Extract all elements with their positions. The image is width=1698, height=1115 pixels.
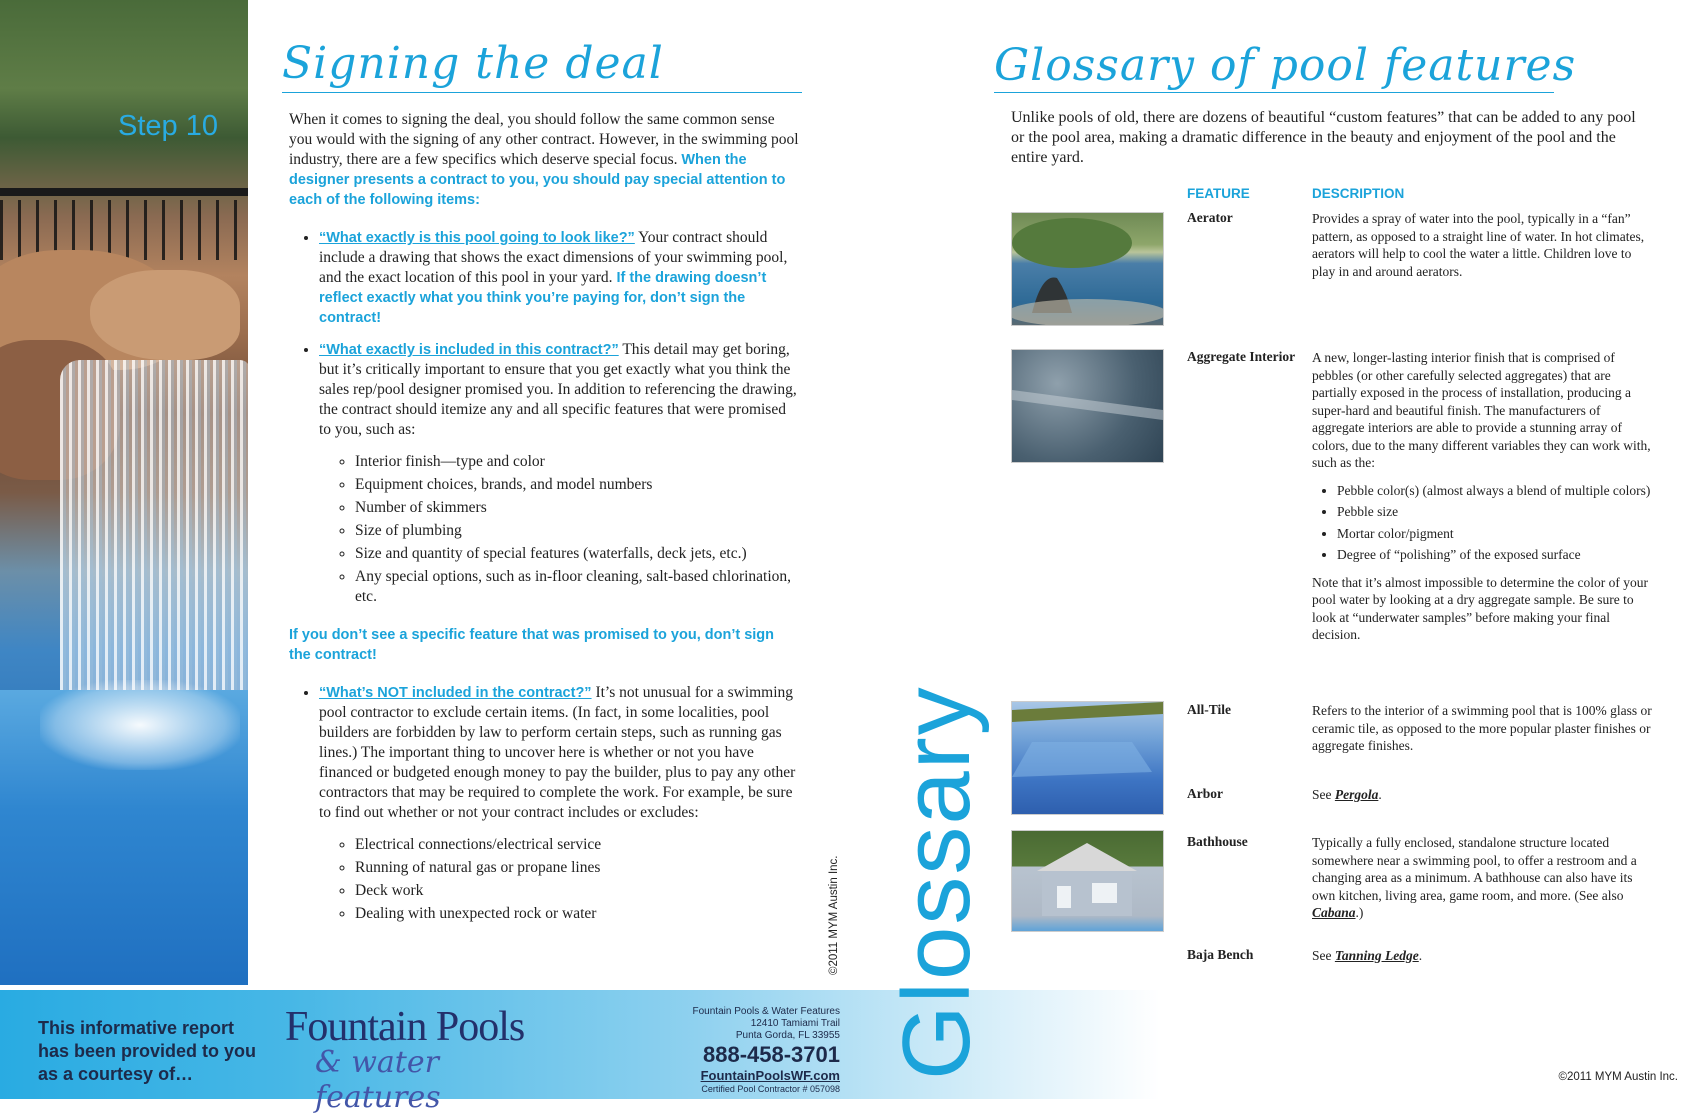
courtesy-text: This informative report has been provided to you as a courtesy of… xyxy=(38,1018,257,1084)
link-cabana[interactable]: Cabana xyxy=(1312,905,1356,920)
bullet-text: This detail may get boring, but it’s critically important to ensure that you get exactly what you think the sales rep/pool designer promised you. In addition to referencing the drawing, the contract should itemize any and all specific features that were promised to you, such as: xyxy=(319,341,797,438)
address-line2: Punta Gorda, FL 33955 xyxy=(735,1030,840,1041)
link-pergola[interactable]: Pergola xyxy=(1334,787,1379,802)
aggregate-interior-image xyxy=(1011,349,1164,463)
list-item: ◦ Equipment choices, brands, and model numbers xyxy=(355,475,799,495)
title-rule xyxy=(994,92,1554,93)
desc-arbor xyxy=(1312,786,1652,804)
aggregate-text: A new, longer-lasting interior finish that is comprised of pebbles (or other carefully selected aggregates) that are partially exposed in the process of installation, producing a super-hard and beautiful finish. The manufacturers of aggregate interiors are able to provide a stunning array of colors, due to the many different variables they can work with, such as the: xyxy=(1312,350,1651,470)
left-body xyxy=(289,110,799,936)
aggregate-note: Note that it’s almost impossible to determine the color of your pool water by looking at a dry aggregate sample. Be sure to look at “underwater samples” before making your final decision. xyxy=(1312,574,1648,642)
question-included: “What exactly is included in this contract?” xyxy=(319,342,619,358)
term-arbor: Arbor xyxy=(1187,786,1223,801)
logo-line2: & water features xyxy=(315,1045,441,1115)
bathhouse-text: Typically a fully enclosed, standalone structure located somewhere near a swimming pool, to offer a restroom and a changing area as a minimum. A bathhouse can also have its own kitchen, living area, game room, and more. (See also xyxy=(1312,835,1637,903)
bathhouse-image xyxy=(1011,830,1164,932)
warning-text: If you don’t see a specific feature that was promised to you, don’t sign the contract! xyxy=(289,627,775,663)
see-text: See xyxy=(1312,787,1335,802)
all-tile-image xyxy=(1011,701,1164,815)
company-name: Fountain Pools & Water Features xyxy=(692,1006,840,1017)
question-look: “What exactly is this pool going to look like?” xyxy=(319,230,635,246)
list-item: ◦ Deck work xyxy=(355,881,799,901)
company-logo xyxy=(285,1003,525,1115)
aggregate-photo-art xyxy=(1012,350,1163,462)
contract-questions xyxy=(289,228,799,607)
address-line1: 12410 Tamiami Trail xyxy=(750,1018,840,1029)
desc-bathhouse xyxy=(1312,834,1652,922)
logo-line1: Fountain Pools xyxy=(285,1004,525,1050)
license-number: Certified Pool Contractor # 057098 xyxy=(701,1084,840,1094)
term-aggregate-interior: Aggregate Interior xyxy=(1187,349,1296,364)
list-item: ◦ Number of skimmers xyxy=(355,498,799,518)
column-header-description: DESCRIPTION xyxy=(1312,186,1405,201)
list-item: • Pebble color(s) (almost always a blend of multiple colors) xyxy=(1337,482,1652,500)
term-aerator: Aerator xyxy=(1187,210,1233,225)
bullet-highlight: If the drawing doesn’t reflect exactly what you think you’re paying for, don’t sign the contract! xyxy=(319,270,767,326)
step-label: Step 10 xyxy=(118,110,218,142)
desc-aerator: Provides a spray of water into the pool, typically in a “fan” pattern, as opposed to a straight line of water. In hot climates, aerators will help to cool the water a little. Children love to play in and around aerators. xyxy=(1312,211,1645,279)
intro-text: When it comes to signing the deal, you should follow the same common sense you would with the signing of any other contract. However, in the swimming pool industry, there are a few specifics which deserve special focus. xyxy=(289,111,799,168)
term-baja-bench: Baja Bench xyxy=(1187,947,1254,962)
contact-block xyxy=(630,1006,840,1095)
title-rule xyxy=(282,92,802,93)
list-item xyxy=(319,340,799,607)
list-item: • Pebble size xyxy=(1337,503,1652,521)
term-all-tile: All-Tile xyxy=(1187,702,1232,717)
page-title-glossary: Glossary of pool features xyxy=(994,40,1577,91)
glossary-intro: Unlike pools of old, there are dozens of beautiful “custom features” that can be added to any pool or the pool area, making a dramatic difference in the beauty and enjoyment of the pool and the entire yard. xyxy=(1011,109,1636,166)
term-bathhouse: Bathhouse xyxy=(1187,834,1248,849)
list-item: ◦ Dealing with unexpected rock or water xyxy=(355,904,799,924)
bullet-text: It’s not unusual for a swimming pool contractor to exclude certain items. (In fact, in some localities, pool builders are forbidden by law to perform certain steps, such as running gas lines.) The important thing to uncover here is whether or not you have financed or budgeted enough money to pay the builder, plus to pay any other contractors that may be required to complete the work. For example, be sure to find out whether or not your contract includes or excludes: xyxy=(319,684,796,821)
fence-rail xyxy=(0,188,248,196)
phone-number: 888-458-3701 xyxy=(702,1042,840,1067)
features-list xyxy=(319,452,799,607)
desc-baja-bench xyxy=(1312,947,1652,965)
exclusion-questions xyxy=(289,683,799,924)
aerator-photo-art xyxy=(1012,213,1163,325)
waterfall-photo xyxy=(0,0,248,985)
bullet-text: Your contract should include a drawing that shows the exact dimensions of your swimming pool, and the exact location of this pool in your yard. xyxy=(319,229,788,286)
list-item: ◦ Interior finish—type and color xyxy=(355,452,799,472)
end-text: . xyxy=(1418,948,1423,963)
question-not-included: “What’s NOT included in the contract?” xyxy=(319,685,592,701)
list-item xyxy=(319,683,799,924)
end-text: .) xyxy=(1355,905,1364,920)
list-item xyxy=(319,228,799,328)
rock xyxy=(90,270,240,360)
list-item: ◦ Electrical connections/electrical service xyxy=(355,835,799,855)
list-item: ◦ Size and quantity of special features (waterfalls, deck jets, etc.) xyxy=(355,544,799,564)
list-item: ◦ Size of plumbing xyxy=(355,521,799,541)
desc-all-tile: Refers to the interior of a swimming pool that is 100% glass or ceramic tile, as opposed to the more popular plaster finishes or aggregate finishes. xyxy=(1312,703,1652,753)
link-tanning-ledge[interactable]: Tanning Ledge xyxy=(1334,948,1419,963)
column-header-feature: FEATURE xyxy=(1187,186,1250,201)
end-text: . xyxy=(1378,787,1382,802)
tile-photo-art xyxy=(1012,702,1163,814)
see-text: See xyxy=(1312,948,1335,963)
intro-highlight: When the designer presents a contract to you, you should pay special attention to each of the following items: xyxy=(289,152,786,208)
list-item: ◦ Running of natural gas or propane lines xyxy=(355,858,799,878)
list-item: ◦ Any special options, such as in-floor cleaning, salt-based chlorination, etc. xyxy=(355,567,799,607)
exclusions-list xyxy=(319,835,799,924)
website-link[interactable]: FountainPoolsWF.com xyxy=(700,1068,840,1083)
bathhouse-photo-art xyxy=(1012,831,1163,931)
splash xyxy=(40,680,240,770)
glossary-vertical-heading: Glossary xyxy=(883,685,990,1080)
list-item: • Mortar color/pigment xyxy=(1337,525,1652,543)
aerator-image xyxy=(1011,212,1164,326)
footer-copyright: ©2011 MYM Austin Inc. xyxy=(1558,1071,1678,1083)
desc-aggregate-interior xyxy=(1312,349,1652,644)
aggregate-variables xyxy=(1312,482,1652,564)
page-title-signing: Signing the deal xyxy=(282,38,664,89)
list-item: • Degree of “polishing” of the exposed surface xyxy=(1337,546,1652,564)
intro-paragraph xyxy=(289,110,799,210)
copyright-vertical: ©2011 MYM Austin Inc. xyxy=(828,855,840,975)
